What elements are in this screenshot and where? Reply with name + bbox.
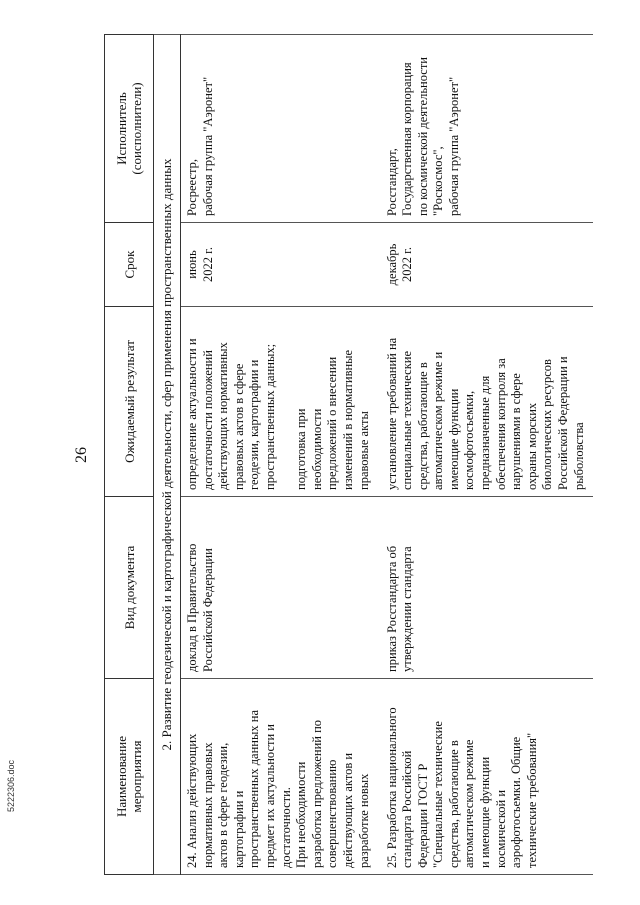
page-number: 26 xyxy=(73,447,90,463)
row-executor: Росстандарт, Государственная корпорация по космической деятельности "Роскосмос", рабочая группа "Аэронет" xyxy=(381,35,594,223)
row-doc-type: доклад в Правительство Российской Федерации xyxy=(181,497,381,679)
rotated-page xyxy=(68,35,588,875)
section-row xyxy=(154,35,181,875)
section-title: 2. Развитие геодезической и картографической деятельности, сфер применения пространственных данных xyxy=(154,35,181,875)
header-doc-type: Вид документа xyxy=(105,497,154,679)
header-name: Наименование мероприятия xyxy=(105,679,154,875)
header-result: Ожидаемый результат xyxy=(105,307,154,497)
document-code: 5222306.doc xyxy=(6,759,16,812)
table-header-row xyxy=(105,35,154,875)
row-name: 25. Разработка национального стандарта Российской Федерации ГОСТ Р "Специальные технические средства, работающие в автоматическом режиме и имеющие функции космической и аэрофотосъемки. Общие технические требования" xyxy=(381,679,594,875)
row-deadline: июнь 2022 г. xyxy=(181,223,381,307)
row-doc-type: приказ Росстандарта об утверждении стандарта xyxy=(381,497,594,679)
row-executor: Росреестр, рабочая группа "Аэронет" xyxy=(181,35,381,223)
row-name: 24. Анализ действующих нормативных правовых актов в сфере геодезии, картографии и пространственных данных на предмет их актуальности и достаточности. При необходимости разработка предложений по совершенствованию действующих актов и разработке новых xyxy=(181,679,381,875)
row-deadline: декабрь 2022 г. xyxy=(381,223,594,307)
header-executor: Исполнитель (соисполнители) xyxy=(105,35,154,223)
table-row xyxy=(381,35,594,875)
row-result: установление требований на специальные технические средства, работающие в автоматическом режиме и имеющие функции космофотосъемки, предназначенные для обеспечения контроля за нарушениями в сфере охраны морских биологических ресурсов Российской Федерации и рыболовства xyxy=(381,307,594,497)
header-deadline: Срок xyxy=(105,223,154,307)
action-plan-table xyxy=(104,34,593,875)
row-result: определение актуальности и достаточности положений действующих нормативных правовых актов в сфере геодезии, картографии и пространственных данных; подготовка при необходимости предложений о внесении изменений в нормативные правовые акты xyxy=(181,307,381,497)
table-row xyxy=(181,35,381,875)
